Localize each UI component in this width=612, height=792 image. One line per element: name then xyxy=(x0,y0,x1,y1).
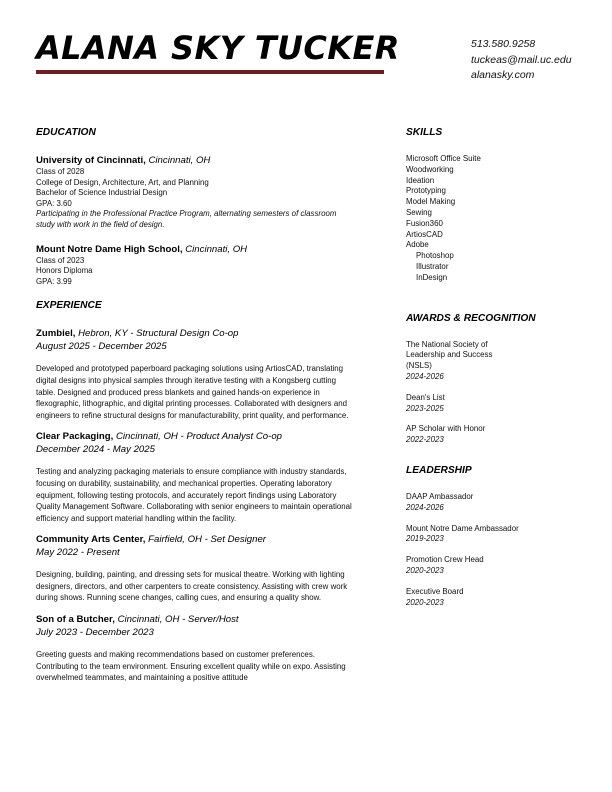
leadership-title: DAAP Ambassador xyxy=(406,491,474,501)
name-underline-rule xyxy=(36,70,384,74)
job-role: Fairfield, OH - Set Designer xyxy=(148,534,266,546)
leadership-heading: LEADERSHIP xyxy=(406,464,472,476)
skill-item: Fusion360 xyxy=(406,218,443,228)
skill-subitem: Photoshop xyxy=(416,251,454,261)
education-detail: Class of 2028 xyxy=(36,167,85,176)
education-note: Participating in the Professional Practice Program, alternating semesters of classroom study with work in the field of design. xyxy=(36,209,337,229)
award-years: 2023-2025 xyxy=(406,403,444,413)
employer-name: Community Arts Center, xyxy=(36,534,146,546)
education-gpa: GPA: 3.99 xyxy=(36,276,72,286)
job-dates: August 2025 - December 2025 xyxy=(36,341,167,353)
employer-name: Son of a Butcher, xyxy=(36,614,115,626)
education-detail: Bachelor of Science Industrial Design xyxy=(36,188,168,198)
skill-subitem: InDesign xyxy=(416,272,448,282)
job-role: Cincinnati, OH - Server/Host xyxy=(117,614,239,626)
job-dates: July 2023 - December 2023 xyxy=(36,627,154,639)
skills-heading: SKILLS xyxy=(406,127,443,138)
contact-block xyxy=(471,37,572,84)
education-heading: EDUCATION xyxy=(36,127,96,138)
awards-heading: AWARDS & RECOGNITION xyxy=(406,312,536,324)
leadership-title: Promotion Crew Head xyxy=(406,555,484,565)
employer-name: Zumbiel, xyxy=(36,328,76,340)
award-title: The National Society of Leadership and Success (NSLS) xyxy=(406,339,493,371)
award-item xyxy=(406,424,586,446)
skill-item: Woodworking xyxy=(406,164,454,174)
skill-item: ArtiosCAD xyxy=(406,229,443,239)
education-detail: Class of 2023 xyxy=(36,255,85,265)
job-entry xyxy=(36,533,354,604)
school-name: University of Cincinnati, xyxy=(36,155,146,166)
skill-item: Adobe xyxy=(406,240,429,250)
leadership-list xyxy=(406,492,586,608)
job-dates: December 2024 - May 2025 xyxy=(36,444,155,456)
experience-heading: EXPERIENCE xyxy=(36,300,102,312)
school-location: Cincinnati, OH xyxy=(185,243,248,255)
employer-name: Clear Packaging, xyxy=(36,431,114,443)
skill-item: Microsoft Office Suite xyxy=(406,154,481,163)
right-column xyxy=(406,126,586,618)
skill-item: Prototyping xyxy=(406,186,446,196)
award-title: Dean's List xyxy=(406,392,445,402)
education-entry xyxy=(36,154,354,231)
skill-subitem: Illustrator xyxy=(416,261,449,271)
leadership-years: 2019-2023 xyxy=(406,534,444,544)
candidate-name: ALANA SKY TUCKER xyxy=(36,29,400,67)
skill-item: Sewing xyxy=(406,207,432,217)
job-entry xyxy=(36,430,354,524)
skills-list xyxy=(406,154,586,284)
left-column xyxy=(36,126,354,693)
leadership-item xyxy=(406,587,586,609)
award-years: 2022-2023 xyxy=(406,435,444,445)
skill-item: Ideation xyxy=(406,175,435,185)
website-link[interactable]: alanasky.com xyxy=(471,69,535,81)
job-description: Testing and analyzing packaging materials to ensure compliance with industry standards, focusing on durability, sustainability, and mechanical properties. Operating laboratory equipment, following testing protocols, and accurately report findings using Laboratory Quality Management Software. Collaborating with senior engineers to maintain operational efficiency and support material handling within the facility. xyxy=(36,467,352,523)
leadership-years: 2020-2023 xyxy=(406,597,444,607)
leadership-item xyxy=(406,555,586,577)
email-address[interactable]: tuckeas@mail.uc.edu xyxy=(471,53,572,66)
job-dates: May 2022 - Present xyxy=(36,547,120,559)
job-entry xyxy=(36,613,354,684)
leadership-title: Mount Notre Dame Ambassador xyxy=(406,523,519,533)
education-gpa: GPA: 3.60 xyxy=(36,198,72,208)
award-years: 2024-2026 xyxy=(406,371,444,381)
award-item xyxy=(406,393,586,415)
job-role: Hebron, KY - Structural Design Co-op xyxy=(78,328,239,340)
award-title: AP Scholar with Honor xyxy=(406,424,486,434)
skill-item: Model Making xyxy=(406,197,456,207)
leadership-title: Executive Board xyxy=(406,586,464,596)
job-description: Designing, building, painting, and dressing sets for musical theatre. Working with lighting designers, directors, and other carpenters to create consistency. Assisting with crew work during shows. Running scene changes, calling cues, and ensuring a quality show. xyxy=(36,570,348,603)
leadership-item xyxy=(406,524,586,546)
award-item xyxy=(406,340,586,383)
leadership-years: 2020-2023 xyxy=(406,565,444,575)
job-role: Cincinnati, OH - Product Analyst Co-op xyxy=(116,431,283,443)
job-entry xyxy=(36,327,354,421)
education-entry xyxy=(36,243,354,288)
education-detail: Honors Diploma xyxy=(36,266,93,276)
job-description: Greeting guests and making recommendations based on customer preferences. Contributing to the team environment. Ensuring excellent quality while on expo. Assisting overwhelmed teammates, and maintaining a positive attitude xyxy=(36,650,346,683)
school-name: Mount Notre Dame High School, xyxy=(36,243,183,255)
leadership-item xyxy=(406,492,586,514)
job-description: Developed and prototyped paperboard packaging solutions using ArtiosCAD, translating digital designs into physical samples through iterative testing with a Kongsberg cutting table. Designed and produced press blankets and gained hands-on experience in flexographic, lithographic, and digital printing processes. Collaborated with designers and engineers to refine structural designs for manufacturability, print quality, and performance. xyxy=(36,364,349,420)
awards-list xyxy=(406,340,586,446)
school-location: Cincinnati, OH xyxy=(148,155,211,166)
phone-number: 513.580.9258 xyxy=(471,38,536,50)
leadership-years: 2024-2026 xyxy=(406,502,444,512)
education-detail: College of Design, Architecture, Art, and Planning xyxy=(36,177,209,187)
